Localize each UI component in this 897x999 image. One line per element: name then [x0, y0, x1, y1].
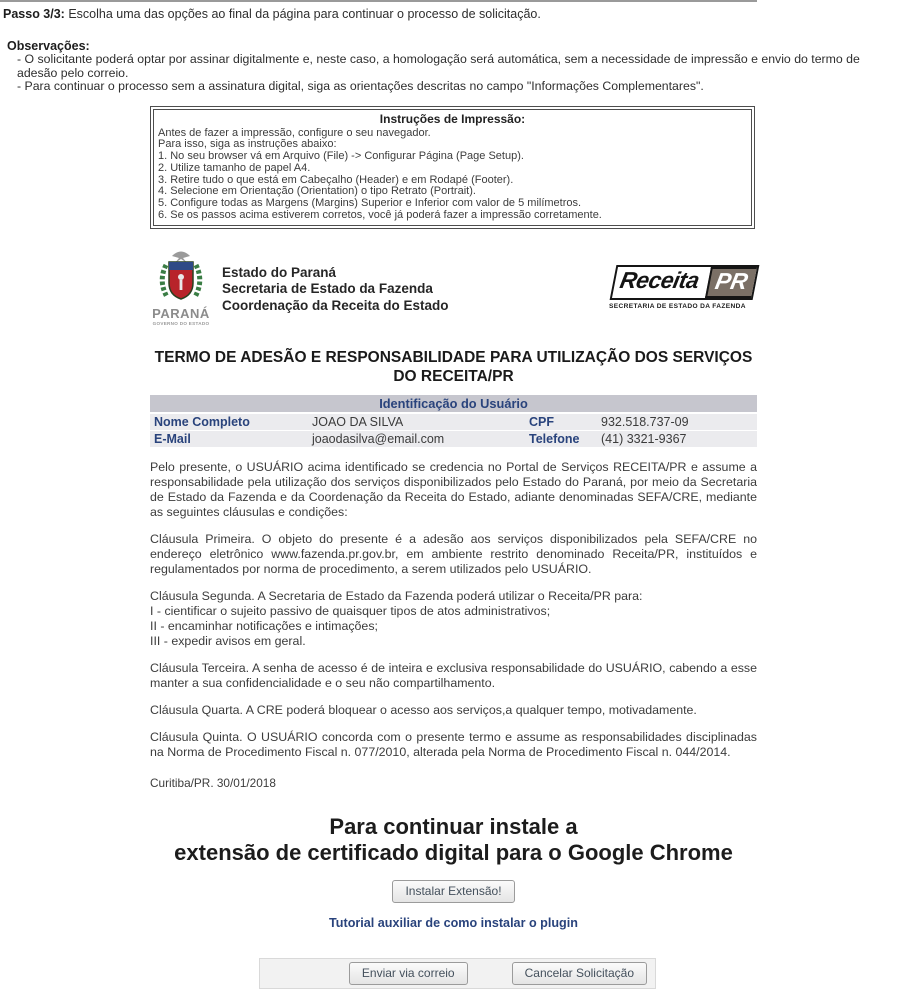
intro-section — [0, 2, 897, 94]
org-line: Estado do Paraná — [222, 264, 337, 280]
step-label: Passo 3/3: — [3, 7, 65, 21]
clause-line: II - encaminhar notificações e intimações; — [150, 618, 378, 633]
receita-logo-caption: SECRETARIA DE ESTADO DA FAZENDA — [609, 302, 746, 310]
step-text: Escolha uma das opções ao final da página para continuar o processo de solicitação. — [68, 7, 541, 21]
field-value-email: joaodasilva@email.com — [308, 430, 525, 447]
table-row — [150, 413, 757, 431]
field-label-nome-completo: Nome Completo — [150, 413, 308, 431]
step-indicator — [3, 7, 893, 21]
field-value-nome-completo: JOAO DA SILVA — [308, 413, 525, 431]
print-instruction-line: Antes de fazer a impressão, configure o seu navegador. — [158, 126, 431, 139]
field-value-cpf: 932.518.737-09 — [597, 413, 757, 431]
document-title: TERMO DE ADESÃO E RESPONSABILIDADE PARA UTILIZAÇÃO DOS SERVIÇOS DO RECEITA/PR — [154, 348, 753, 385]
print-instruction-line: 3. Retire tudo o que está em Cabeçalho (Header) e em Rodapé (Footer). — [158, 173, 514, 186]
document-paragraph: Cláusula Primeira. O objeto do presente é a adesão aos serviços disponibilizados pela SEFA/CRE no endereço eletrônico www.fazenda.pr.gov.br, em ambiente restrito denominado Receita/PR, instituídos e regulamentados por norma de procedimento, a serem utilizados pelo USUÁRIO. — [150, 531, 757, 576]
extension-section — [150, 814, 757, 930]
cancel-request-button[interactable]: Cancelar Solicitação — [512, 962, 647, 985]
install-extension-button[interactable]: Instalar Extensão! — [392, 880, 514, 903]
clause-line: III - expedir avisos em geral. — [150, 633, 306, 648]
org-line: Coordenação da Receita do Estado — [222, 297, 449, 313]
document-paragraph: Pelo presente, o USUÁRIO acima identificado se credencia no Portal de Serviços RECEITA/PR e assume a responsabilidade pela utilização dos serviços disponibilizados pelo Estado do Paraná, por meio da Secretaria de Estado da Fazenda e da Coordenação da Receita do Estado, adiante denominadas SEFA/CRE, mediante as seguintes cláusulas e condições: — [150, 459, 757, 519]
print-instruction-line: 1. No seu browser vá em Arquivo (File) -> Configurar Página (Page Setup). — [158, 150, 524, 163]
document-paragraph-clause2 — [150, 589, 757, 649]
receita-pr-logo — [607, 265, 757, 310]
observations-title: Observações: — [7, 39, 90, 53]
action-bar — [259, 958, 656, 989]
field-label-email: E-Mail — [150, 430, 308, 447]
print-instruction-line: 6. Se os passos acima estiverem corretos, você já poderá fazer a impressão corretamente. — [158, 209, 602, 222]
print-instruction-line: 4. Selecione em Orientação (Orientation) o tipo Retrato (Portrait). — [158, 185, 476, 198]
org-line: Secretaria de Estado da Fazenda — [222, 281, 433, 297]
clause-line: I - cientificar o sujeito passivo de quaisquer tipos de atos administrativos; — [150, 603, 551, 618]
observation-item: - Para continuar o processo sem a assinatura digital, siga as orientações descritas no campo "Informações Complementares". — [17, 79, 704, 93]
organization-lines — [222, 265, 449, 315]
clause-line: Cláusula Segunda. A Secretaria de Estado da Fazenda poderá utilizar o Receita/PR para: — [150, 588, 643, 603]
term-document — [150, 249, 757, 930]
table-header-row — [150, 395, 757, 413]
document-date: Curitiba/PR. 30/01/2018 — [150, 775, 276, 790]
document-paragraph: Cláusula Quinta. O USUÁRIO concorda com o presente termo e assume as responsabilidades disciplinadas na Norma de Procedimento Fiscal n. 077/2010, alterada pela Norma de Procedimento Fiscal n. 044/2014. — [150, 729, 757, 759]
print-instruction-line: Para isso, siga as instruções abaixo: — [158, 138, 337, 151]
print-instruction-line: 5. Configure todas as Margens (Margins) Superior e Inferior com valor de 5 milímetros. — [158, 197, 582, 210]
receita-logo-pr-chip: PR — [705, 267, 757, 298]
document-paragraph: Cláusula Quarta. A CRE poderá bloquear o acesso aos serviços,a qualquer tempo, motivadamente. — [150, 702, 697, 717]
field-value-telefone: (41) 3321-9367 — [597, 430, 757, 447]
parana-logo-name: PARANÁ — [152, 305, 210, 321]
tutorial-plugin-link[interactable]: Tutorial auxiliar de como instalar o plugin — [329, 915, 578, 930]
parana-logo-subtitle: GOVERNO DO ESTADO — [152, 320, 210, 326]
extension-heading — [150, 814, 757, 866]
field-label-cpf: CPF — [525, 413, 597, 431]
user-identification-table — [150, 395, 757, 448]
field-label-telefone: Telefone — [525, 430, 597, 447]
print-instruction-line: 2. Utilize tamanho de papel A4. — [158, 161, 311, 174]
parana-state-logo — [150, 249, 212, 326]
receita-pr-logo-icon — [610, 265, 760, 300]
document-header — [150, 249, 757, 326]
observation-item: - O solicitante poderá optar por assinar digitalmente e, neste caso, a homologação será automática, sem a necessidade de impressão e envio do termo de adesão pelo correio. — [17, 52, 860, 80]
table-header-cell: Identificação do Usuário — [150, 395, 757, 413]
document-paragraph: Cláusula Terceira. A senha de acesso é de inteira e exclusiva responsabilidade do USUÁRIO, cabendo a esse manter a sua confidencialidade e o seu não compartilhamento. — [150, 660, 757, 690]
send-by-mail-button[interactable]: Enviar via correio — [349, 962, 468, 985]
extension-heading-line1: Para continuar instale a — [329, 813, 578, 839]
receita-logo-word: Receita — [617, 266, 702, 293]
print-instructions-box — [150, 106, 755, 229]
extension-heading-line2: extensão de certificado digital para o Google Chrome — [174, 839, 733, 865]
table-row — [150, 430, 757, 447]
print-instructions-title: Instruções de Impressão: — [379, 111, 526, 126]
parana-coat-of-arms-icon — [154, 249, 208, 305]
